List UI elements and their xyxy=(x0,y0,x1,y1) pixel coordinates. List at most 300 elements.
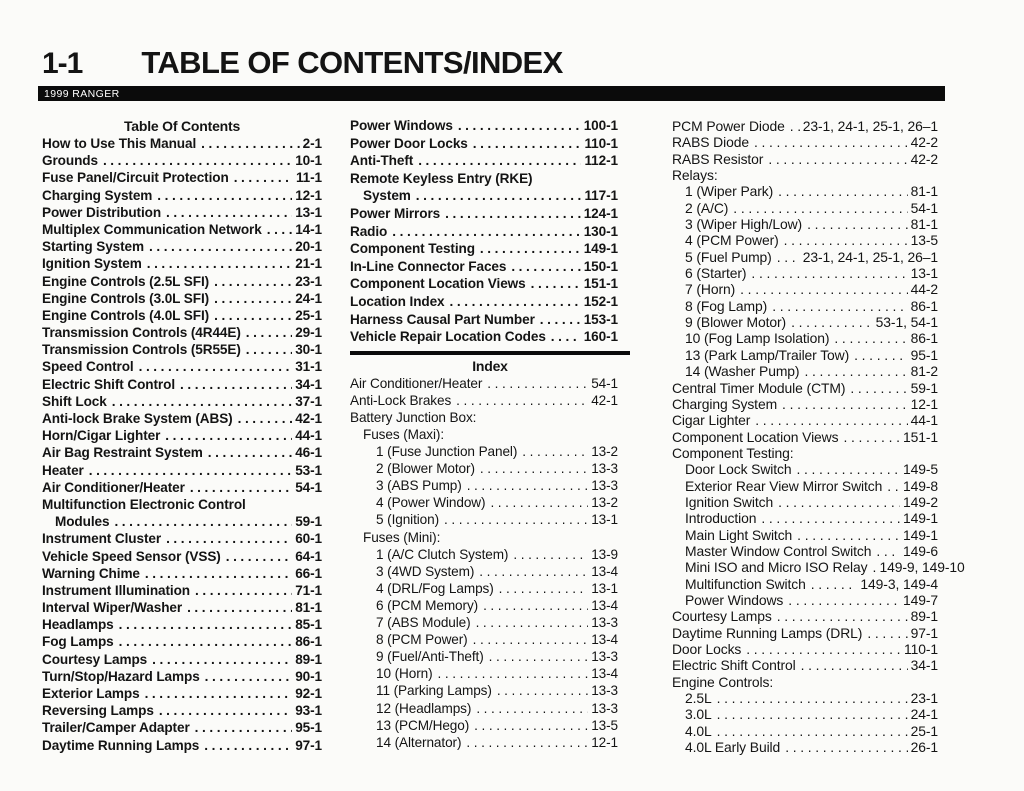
dot-leader xyxy=(784,232,908,248)
entry-page: 95-1 xyxy=(295,720,322,736)
dot-leader xyxy=(152,652,292,667)
entry-label: 3 (ABS Pump) xyxy=(376,478,462,494)
index-entry xyxy=(672,625,938,641)
entry-label: Fog Lamps xyxy=(42,634,114,650)
entry-page: 34-1 xyxy=(295,376,322,392)
dot-leader xyxy=(717,690,908,706)
entry-label: Cigar Lighter xyxy=(672,412,751,429)
dot-leader xyxy=(777,608,908,624)
entry-label: Modules xyxy=(55,514,110,530)
dot-leader xyxy=(267,222,292,237)
entry-label: Daytime Running Lamps xyxy=(42,737,200,753)
entry-label: Door Locks xyxy=(672,641,742,657)
entry-page: 85-1 xyxy=(295,617,322,633)
index-entry xyxy=(42,377,322,394)
dot-leader xyxy=(195,583,292,598)
entry-label: 3 (4WD System) xyxy=(376,563,475,579)
index-entry xyxy=(42,222,322,239)
index-entry xyxy=(672,216,938,232)
page-header xyxy=(0,0,1024,101)
index-entry xyxy=(672,559,965,576)
dot-leader xyxy=(214,274,292,289)
entry-page: 124-1 xyxy=(583,205,618,221)
index-entry xyxy=(42,239,322,256)
entry-page: 149-9, 149-10 xyxy=(879,559,965,576)
index-entry xyxy=(42,738,322,755)
dot-leader xyxy=(480,241,581,256)
index-entry xyxy=(672,281,938,297)
entry-label: System xyxy=(363,188,411,204)
dot-leader xyxy=(114,514,292,529)
entry-label: Turn/Stop/Hazard Lamps xyxy=(42,668,200,684)
index-entry xyxy=(350,649,630,666)
dot-leader xyxy=(205,669,293,684)
dot-leader xyxy=(159,703,292,718)
index-entry xyxy=(42,136,322,153)
entry-page: 13-5 xyxy=(910,232,938,249)
entry-label: 8 (PCM Power) xyxy=(376,632,468,648)
entry-page: 149-3, 149-4 xyxy=(860,575,938,592)
entry-label: Ignition System xyxy=(42,256,142,272)
index-entry xyxy=(42,342,322,359)
index-entry xyxy=(350,495,630,512)
entry-page: 2-1 xyxy=(302,136,322,151)
entry-page: 110-1 xyxy=(584,135,618,151)
index-entry xyxy=(350,478,630,495)
index-entry xyxy=(42,600,322,617)
index-entry xyxy=(42,308,322,325)
dot-leader xyxy=(797,527,900,543)
dot-leader xyxy=(513,547,588,562)
dot-leader xyxy=(166,531,292,546)
dot-leader xyxy=(522,444,588,459)
entry-label: Power Windows xyxy=(350,118,453,133)
index-entry xyxy=(672,478,938,494)
index-group-label xyxy=(350,530,630,547)
index-entry xyxy=(672,608,938,624)
entry-page: 44-1 xyxy=(295,428,322,444)
dot-leader xyxy=(467,478,589,493)
dot-leader xyxy=(479,564,588,579)
entry-label: Component Location Views xyxy=(672,428,839,445)
entry-page: 13-3 xyxy=(591,615,618,631)
index-entry xyxy=(42,153,322,170)
entry-label: Power Mirrors xyxy=(350,205,441,221)
index-entry xyxy=(350,598,630,615)
index-group-label xyxy=(42,497,322,514)
index-entry xyxy=(672,576,938,592)
entry-label: Power Windows xyxy=(685,591,784,608)
entry-label: 6 (Starter) xyxy=(685,265,747,282)
entry-page: 12-1 xyxy=(910,395,938,412)
dot-leader xyxy=(416,188,582,203)
index-group-label xyxy=(672,445,938,461)
entry-page: 34-1 xyxy=(910,657,938,674)
entry-label: Engine Controls (4.0L SFI) xyxy=(42,307,210,323)
index-entry xyxy=(42,549,322,566)
dot-leader xyxy=(746,641,901,657)
dot-leader xyxy=(755,412,907,428)
dot-leader xyxy=(777,249,800,265)
dot-leader xyxy=(246,342,292,357)
entry-page: 13-2 xyxy=(591,495,618,511)
entry-label: Vehicle Repair Location Codes xyxy=(350,329,546,345)
index-entry xyxy=(350,461,630,478)
entry-page: 12-1 xyxy=(295,187,322,203)
entry-page: 13-1 xyxy=(910,265,938,282)
entry-label: 1 (A/C Clutch System) xyxy=(376,546,509,562)
dot-leader xyxy=(476,701,588,716)
entry-page: 44-2 xyxy=(910,281,938,298)
index-entry xyxy=(350,224,630,242)
entry-page: 66-1 xyxy=(295,565,322,581)
index-entry xyxy=(42,703,322,720)
entry-page: 149-7 xyxy=(902,591,938,608)
entry-page: 46-1 xyxy=(295,445,322,461)
toc-list-2 xyxy=(350,118,630,347)
entry-page: 86-1 xyxy=(910,330,938,347)
dot-leader xyxy=(149,239,292,254)
entry-label: RABS Resistor xyxy=(672,150,764,167)
entry-label: Door Lock Switch xyxy=(685,461,792,478)
dot-leader xyxy=(843,429,900,445)
entry-page: 42-1 xyxy=(591,392,618,408)
index-group-label xyxy=(350,410,630,427)
entry-page: 14-1 xyxy=(295,221,322,237)
dot-leader xyxy=(876,543,900,559)
dot-leader xyxy=(103,153,292,168)
entry-label: Air Bag Restraint System xyxy=(42,445,203,461)
entry-page: 149-1 xyxy=(902,526,938,543)
index-group-label xyxy=(672,674,938,690)
entry-page: 150-1 xyxy=(583,258,618,274)
entry-page: 64-1 xyxy=(295,548,322,564)
dot-leader xyxy=(145,566,292,581)
entry-page: 29-1 xyxy=(295,325,322,341)
entry-label: 4.0L Early Build xyxy=(685,739,781,756)
index-entry xyxy=(42,205,322,222)
index-entry xyxy=(42,480,322,497)
entry-page: 11-1 xyxy=(295,170,322,186)
dot-leader xyxy=(801,657,908,673)
index-entry xyxy=(42,359,322,376)
dot-leader xyxy=(201,136,299,151)
index-entry xyxy=(350,188,630,206)
dot-leader xyxy=(540,312,581,327)
entry-label: 4.0L xyxy=(685,722,712,739)
dot-leader xyxy=(791,314,873,330)
entry-label: Exterior Lamps xyxy=(42,686,140,701)
entry-page: 149-6 xyxy=(902,542,938,559)
entry-page: 37-1 xyxy=(295,393,322,409)
dot-leader xyxy=(119,634,293,649)
entry-label: 13 (Park Lamp/Trailer Tow) xyxy=(685,346,850,363)
dot-leader xyxy=(204,738,292,753)
index-entry xyxy=(672,706,938,722)
entry-label: Component Testing xyxy=(350,241,475,257)
entry-label: Horn/Cigar Lighter xyxy=(42,428,161,444)
dot-leader xyxy=(444,512,588,527)
dot-leader xyxy=(717,706,908,722)
entry-label: 7 (Horn) xyxy=(685,281,736,298)
entry-label: 2 (A/C) xyxy=(685,199,729,216)
dot-leader xyxy=(497,683,588,698)
entry-page: 13-4 xyxy=(591,666,618,682)
index-entry xyxy=(350,683,630,700)
dot-leader xyxy=(145,686,293,701)
entry-page: 149-1 xyxy=(583,241,618,257)
dot-leader xyxy=(854,347,907,363)
entry-page: 25-1 xyxy=(295,307,322,323)
dot-leader xyxy=(474,718,588,733)
index-entry xyxy=(672,118,938,134)
index-entry xyxy=(672,690,938,706)
entry-label: Grounds xyxy=(42,153,98,169)
index-entry xyxy=(42,170,322,187)
model-bar xyxy=(38,86,945,101)
index-entry xyxy=(42,531,322,548)
entry-label: Charging System xyxy=(42,187,153,203)
entry-page: 13-4 xyxy=(591,632,618,648)
entry-page: 13-3 xyxy=(591,461,618,477)
entry-label: Transmission Controls (4R44E) xyxy=(42,325,241,341)
entry-label: PCM Power Diode xyxy=(672,118,785,134)
entry-label: Introduction xyxy=(685,510,757,527)
index-entry xyxy=(350,547,630,564)
entry-label: Harness Causal Part Number xyxy=(350,311,535,327)
entry-page: 149-8 xyxy=(902,477,938,494)
entry-label: 14 (Washer Pump) xyxy=(685,363,800,380)
dot-leader xyxy=(867,625,907,641)
entry-label: Engine Controls (3.0L SFI) xyxy=(42,290,210,306)
index-entry xyxy=(42,514,322,531)
index-entry xyxy=(672,363,938,379)
entry-label: Remote Keyless Entry (RKE) xyxy=(350,170,533,186)
dot-leader xyxy=(119,617,293,632)
entry-label: Fuse Panel/Circuit Protection xyxy=(42,170,229,186)
content-columns xyxy=(42,118,1024,755)
index-entry xyxy=(350,512,630,529)
index-entry xyxy=(672,412,938,428)
index-entry xyxy=(350,376,630,393)
index-entry xyxy=(672,200,938,216)
index-entry xyxy=(350,153,630,171)
entry-label: Component Location Views xyxy=(350,276,526,292)
dot-leader xyxy=(740,281,907,297)
dot-leader xyxy=(234,170,293,185)
index-entry xyxy=(672,723,938,739)
dot-leader xyxy=(483,598,588,613)
toc-column-1 xyxy=(42,118,322,755)
index-entry xyxy=(672,641,938,657)
title-row xyxy=(42,45,1024,81)
index-entry xyxy=(672,314,938,330)
toc-heading: Table Of Contents xyxy=(123,118,241,134)
section-number: 1-1 xyxy=(42,47,83,80)
dot-leader xyxy=(147,256,292,271)
entry-page: 23-1, 24-1, 25-1, 26–1 xyxy=(802,248,938,265)
index-entry xyxy=(672,249,938,265)
dot-leader xyxy=(751,265,907,281)
index-entry xyxy=(672,739,938,755)
entry-page: 42-2 xyxy=(910,150,938,167)
entry-label: Multifunction Switch xyxy=(685,575,806,592)
index-entry xyxy=(42,583,322,600)
entry-page: 23-1 xyxy=(295,273,322,289)
index-group-label xyxy=(350,171,630,189)
entry-label: Warning Chime xyxy=(42,565,140,581)
entry-label: Relays: xyxy=(672,167,718,184)
entry-page: 81-1 xyxy=(295,600,322,616)
entry-page: 117-1 xyxy=(584,188,618,204)
index-entry xyxy=(350,581,630,598)
entry-page: 42-1 xyxy=(295,411,322,426)
entry-page: 13-4 xyxy=(591,597,618,613)
dot-leader xyxy=(238,411,293,426)
entry-label: Heater xyxy=(42,462,84,478)
entry-label: 14 (Alternator) xyxy=(376,734,462,750)
index-entry xyxy=(42,291,322,308)
dot-leader xyxy=(214,291,292,306)
entry-page: 149-2 xyxy=(902,493,938,510)
index-entry xyxy=(672,510,938,526)
index-entry xyxy=(672,543,938,559)
entry-label: 5 (Fuel Pump) xyxy=(685,248,772,265)
entry-page: 25-1 xyxy=(910,722,938,739)
dot-leader xyxy=(807,216,908,232)
entry-page: 92-1 xyxy=(295,686,322,701)
index-entry xyxy=(672,298,938,314)
index-entry xyxy=(350,735,630,752)
dot-leader xyxy=(499,581,589,596)
index-entry xyxy=(350,718,630,735)
entry-label: Mini ISO and Micro ISO Relay xyxy=(685,559,868,576)
index-entry xyxy=(350,294,630,312)
entry-page: 71-1 xyxy=(295,582,322,598)
entry-label: Transmission Controls (5R55E) xyxy=(42,342,241,358)
entry-label: 6 (PCM Memory) xyxy=(376,597,479,613)
dot-leader xyxy=(456,393,588,408)
index-entry xyxy=(672,657,938,673)
entry-label: 10 (Fog Lamp Isolation) xyxy=(685,330,830,347)
dot-leader xyxy=(476,615,589,630)
dot-leader xyxy=(165,428,292,443)
index-entry xyxy=(350,444,630,461)
entry-label: 11 (Parking Lamps) xyxy=(376,683,492,699)
dot-leader xyxy=(796,461,899,477)
dot-leader xyxy=(112,394,292,409)
entry-label: Anti-Theft xyxy=(350,153,414,169)
index-entry xyxy=(350,393,630,410)
entry-label: Courtesy Lamps xyxy=(672,608,772,625)
index-entry xyxy=(42,686,322,703)
index-entry xyxy=(42,428,322,445)
entry-label: 4 (DRL/Fog Lamps) xyxy=(376,580,494,596)
entry-page: 149-1 xyxy=(902,510,938,527)
index-entry xyxy=(350,259,630,277)
index-heading: Index xyxy=(472,357,508,374)
entry-page: 30-1 xyxy=(295,342,322,358)
index-entry xyxy=(42,566,322,583)
entry-page: 13-3 xyxy=(591,478,618,494)
dot-leader xyxy=(458,118,581,133)
index-entry xyxy=(672,429,938,445)
entry-page: 60-1 xyxy=(295,531,322,547)
entry-page: 13-9 xyxy=(591,546,618,562)
entry-label: Electric Shift Control xyxy=(42,376,175,392)
entry-page: 160-1 xyxy=(583,329,618,345)
entry-label: 12 (Headlamps) xyxy=(376,700,472,716)
index-entry xyxy=(672,330,938,346)
index-entry xyxy=(672,183,938,199)
entry-page: 89-1 xyxy=(910,608,938,625)
entry-page: 81-2 xyxy=(910,363,938,380)
entry-page: 93-1 xyxy=(295,703,322,719)
index-entry xyxy=(42,617,322,634)
index-entry xyxy=(42,394,322,411)
entry-page: 42-2 xyxy=(910,134,938,151)
entry-page: 23-1, 24-1, 25-1, 26–1 xyxy=(802,118,938,134)
entry-page: 112-1 xyxy=(584,153,618,169)
index-entry xyxy=(42,256,322,273)
entry-label: Exterior Rear View Mirror Switch xyxy=(685,477,883,494)
dot-leader xyxy=(772,298,907,314)
dot-leader xyxy=(717,723,908,739)
dot-leader xyxy=(761,510,900,526)
entry-page: 26-1 xyxy=(910,739,938,756)
index-entry xyxy=(42,463,322,480)
index-entry xyxy=(672,592,938,608)
entry-page: 54-1 xyxy=(295,479,322,495)
entry-label: Electric Shift Control xyxy=(672,657,796,674)
dot-leader xyxy=(887,478,900,494)
dot-leader xyxy=(418,153,581,168)
index-entry xyxy=(350,276,630,294)
entry-page: 54-1 xyxy=(591,375,618,391)
dot-leader xyxy=(139,359,293,374)
dot-leader xyxy=(804,363,907,379)
entry-label: Engine Controls (2.5L SFI) xyxy=(42,273,210,289)
dot-leader xyxy=(187,600,292,615)
entry-page: 86-1 xyxy=(295,634,322,650)
dot-leader xyxy=(214,308,292,323)
entry-label: 3 (Wiper High/Low) xyxy=(685,216,803,233)
dot-leader xyxy=(754,134,908,150)
dot-leader xyxy=(778,494,900,510)
entry-label: 2.5L xyxy=(685,690,712,707)
entry-label: Reversing Lamps xyxy=(42,703,154,719)
dot-leader xyxy=(768,151,907,167)
entry-page: 151-1 xyxy=(583,276,618,292)
entry-page: 13-2 xyxy=(591,444,618,460)
entry-label: Multifunction Electronic Control xyxy=(42,496,246,512)
index-list-1 xyxy=(350,376,630,752)
index-entry xyxy=(672,232,938,248)
entry-label: In-Line Connector Faces xyxy=(350,258,507,274)
index-group-label xyxy=(672,167,938,183)
entry-label: 9 (Fuel/Anti-Theft) xyxy=(376,649,484,665)
entry-label: 2 (Blower Motor) xyxy=(376,461,475,477)
entry-page: 100-1 xyxy=(583,118,618,133)
index-entry xyxy=(350,632,630,649)
dot-leader xyxy=(190,480,292,495)
entry-page: 153-1 xyxy=(583,311,618,327)
dot-leader xyxy=(392,224,580,239)
entry-page: 13-1 xyxy=(591,580,618,596)
entry-label: How to Use This Manual xyxy=(42,136,197,151)
entry-label: RABS Diode xyxy=(672,134,749,151)
entry-page: 24-1 xyxy=(295,290,322,306)
